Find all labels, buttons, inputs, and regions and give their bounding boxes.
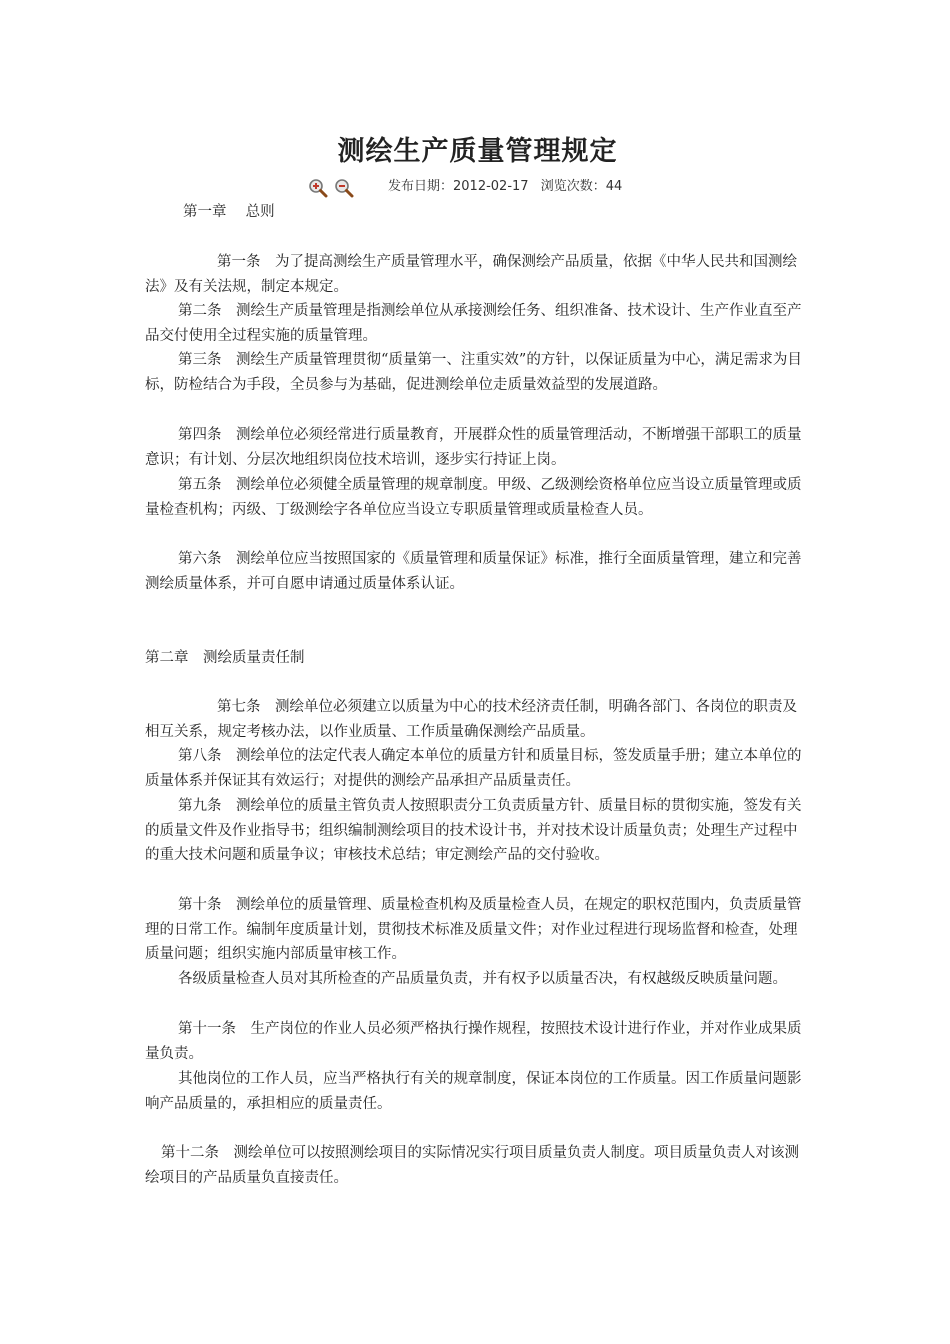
article-11: 第十一条 生产岗位的作业人员必须严格执行操作规程，按照技术设计进行作业，并对作业成果质量负责。 bbox=[145, 1021, 802, 1062]
zoom-out-icon[interactable] bbox=[334, 178, 352, 196]
zoom-in-icon[interactable] bbox=[308, 178, 326, 196]
view-count bbox=[541, 179, 623, 194]
article-8: 第八条 测绘单位的法定代表人确定本单位的质量方针和质量目标，签发质量手册；建立本单位的质量体系并保证其有效运行；对提供的测绘产品承担产品质量责任。 bbox=[145, 748, 802, 789]
view-count-value: 44 bbox=[605, 179, 623, 194]
article-7: 第七条 测绘单位必须建立以质量为中心的技术经济责任制，明确各部门、各岗位的职责及相互关系，规定考核办法，以作业质量、工作质量确保测绘产品质量。 bbox=[145, 699, 797, 740]
meta-text bbox=[388, 176, 630, 198]
article-3: 第三条 测绘生产质量管理贯彻“质量第一、注重实效”的方针，以保证质量为中心，满足需求为目标，防检结合为手段，全员参与为基础，促进测绘单位走质量效益型的发展道路。 bbox=[145, 352, 802, 393]
article-10: 第十条 测绘单位的质量管理、质量检查机构及质量检查人员，在规定的职权范围内，负责质量管理的日常工作。编制年度质量计划，贯彻技术标准及质量文件；对作业过程进行现场监督和检查，处理质量问题；组织实施内部质量审核工作。 bbox=[145, 897, 802, 962]
view-count-label: 浏览次数： bbox=[540, 179, 606, 194]
article-9: 第九条 测绘单位的质量主管负责人按照职责分工负责质量方针、质量目标的贯彻实施，签发有关的质量文件及作业指导书；组织编制测绘项目的技术设计书，并对技术设计质量负责；处理生产过程中的重大技术问题和质量争议；审核技术总结；审定测绘产品的交付验收。 bbox=[145, 798, 802, 863]
page-title: 测绘生产质量管理规定 bbox=[337, 136, 618, 167]
article-6: 第六条 测绘单位应当按照国家的《质量管理和质量保证》标准，推行全面质量管理，建立和完善测绘质量体系，并可自愿申请通过质量体系认证。 bbox=[145, 551, 802, 592]
article-4: 第四条 测绘单位必须经常进行质量教育，开展群众性的质量管理活动，不断增强干部职工的质量意识；有计划、分层次地组织岗位技术培训，逐步实行持证上岗。 bbox=[145, 427, 802, 468]
article-11-paragraph-2: 其他岗位的工作人员，应当严格执行有关的规章制度，保证本岗位的工作质量。因工作质量问题影响产品质量的，承担相应的质量责任。 bbox=[145, 1071, 802, 1112]
article-1: 第一条 为了提高测绘生产质量管理水平，确保测绘产品质量，依据《中华人民共和国测绘法》及有关法规，制定本规定。 bbox=[145, 254, 797, 295]
article-meta bbox=[308, 176, 808, 198]
chapter-1-heading: 第一章 总则 bbox=[183, 204, 275, 220]
article-12: 第十二条 测绘单位可以按照测绘项目的实际情况实行项目质量负责人制度。项目质量负责人对该测绘项目的产品质量负直接责任。 bbox=[145, 1145, 799, 1186]
article-5: 第五条 测绘单位必须健全质量管理的规章制度。甲级、乙级测绘资格单位应当设立质量管理或质量检查机构；丙级、丁级测绘字各单位应当设立专职质量管理或质量检查人员。 bbox=[145, 477, 802, 518]
publish-date-value: 2012-02-17 bbox=[453, 179, 529, 194]
chapter-2-heading: 第二章 测绘质量责任制 bbox=[145, 650, 305, 666]
publish-date-label: 发布日期： bbox=[388, 179, 454, 194]
publish-date bbox=[388, 179, 529, 194]
article-10-paragraph-2: 各级质量检查人员对其所检查的产品质量负责，并有权予以质量否决，有权越级反映质量问题。 bbox=[178, 971, 787, 987]
article-2: 第二条 测绘生产质量管理是指测绘单位从承接测绘任务、组织准备、技术设计、生产作业直至产品交付使用全过程实施的质量管理。 bbox=[145, 303, 802, 344]
